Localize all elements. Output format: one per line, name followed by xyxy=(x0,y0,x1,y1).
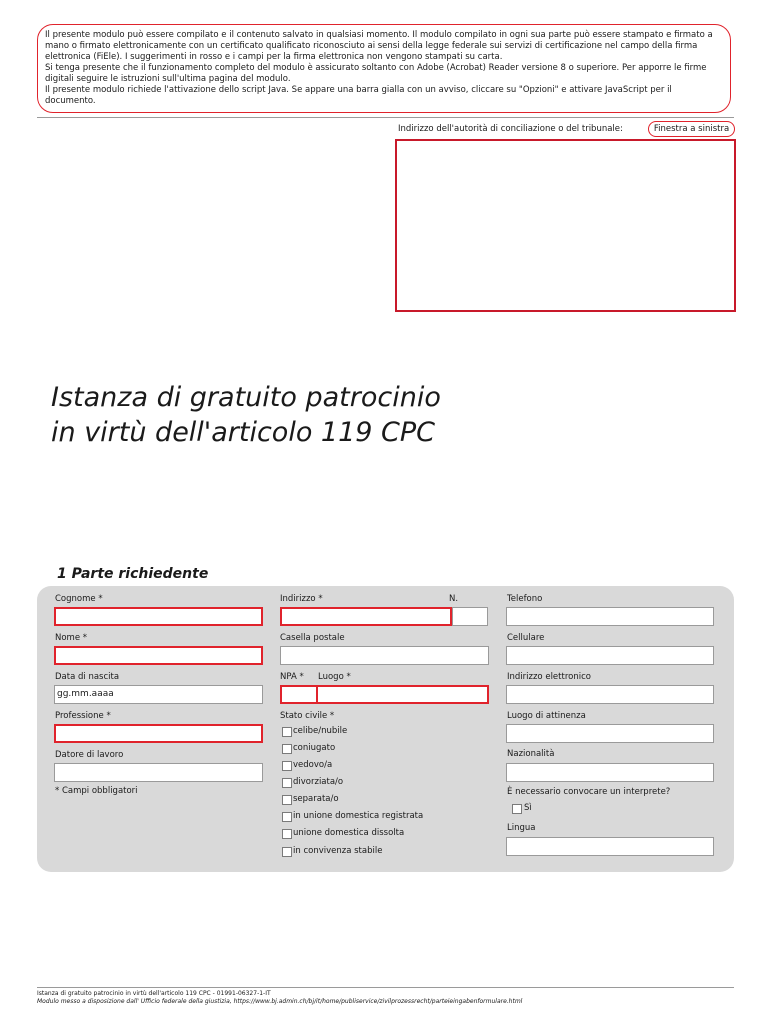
address-field[interactable] xyxy=(280,607,452,626)
civil-status-option-unione-registrata: in unione domestica registrata xyxy=(293,811,424,821)
surname-field[interactable] xyxy=(54,607,263,626)
civil-status-checkbox-vedovo[interactable] xyxy=(282,761,292,771)
civil-status-checkbox-separato[interactable] xyxy=(282,795,292,805)
place-of-origin-field[interactable] xyxy=(506,724,714,743)
employer-label: Datore di lavoro xyxy=(55,750,124,760)
po-box-field[interactable] xyxy=(280,646,489,665)
civil-status-label: Stato civile * xyxy=(280,711,335,721)
phone-label: Telefono xyxy=(507,594,543,604)
city-field[interactable] xyxy=(316,685,489,704)
civil-status-option-coniugato: coniugato xyxy=(293,743,336,753)
civil-status-option-separato: separata/o xyxy=(293,794,339,804)
email-label: Indirizzo elettronico xyxy=(507,672,591,682)
phone-field[interactable] xyxy=(506,607,714,626)
civil-status-option-celibe: celibe/nubile xyxy=(293,726,348,736)
nationality-label: Nazionalità xyxy=(507,749,555,759)
applicant-panel xyxy=(37,586,734,872)
notice-line-1: Il presente modulo può essere compilato e il contenuto salvato in qualsiasi momento. Il modulo compilato in ogni sua parte può essere stampato e firmato a mano o firmato elettronicamente con un certificato qualificato riconosciuto ai sensi della legge federale sui servizi di certificazione nel campo della firma elettronica (FiEle). I suggerimenti in rosso e i campi per la firma elettronica non vengono stampati su carta. xyxy=(45,30,713,62)
interpreter-yes-label: Sì xyxy=(524,803,532,813)
window-left-button[interactable]: Finestra a sinistra xyxy=(648,121,735,137)
surname-label: Cognome * xyxy=(55,594,103,604)
mobile-label: Cellulare xyxy=(507,633,545,643)
first-name-field[interactable] xyxy=(54,646,263,665)
section-title: 1 Parte richiedente xyxy=(57,566,209,582)
nationality-field[interactable] xyxy=(506,763,714,782)
postcode-field[interactable] xyxy=(280,685,318,704)
first-name-label: Nome * xyxy=(55,633,88,643)
civil-status-checkbox-coniugato[interactable] xyxy=(282,744,292,754)
civil-status-option-convivenza: in convivenza stabile xyxy=(293,846,383,856)
authority-address-label: Indirizzo dell'autorità di conciliazione o del tribunale: xyxy=(398,124,623,134)
notice-line-3: Il presente modulo richiede l'attivazione dello script Java. Se appare una barra gialla con un avviso, cliccare su "Opzioni" e attivare JavaScript per il documento. xyxy=(45,85,672,106)
interpreter-yes-checkbox[interactable] xyxy=(512,804,522,814)
required-fields-note: * Campi obbligatori xyxy=(55,786,138,796)
civil-status-checkbox-celibe[interactable] xyxy=(282,727,292,737)
interpreter-question: È necessario convocare un interprete? xyxy=(507,787,671,797)
civil-status-checkbox-unione-registrata[interactable] xyxy=(282,812,292,822)
header-divider xyxy=(37,117,734,118)
civil-status-checkbox-convivenza[interactable] xyxy=(282,847,292,857)
civil-status-option-unione-dissolta: unione domestica dissolta xyxy=(293,828,405,838)
house-number-field[interactable] xyxy=(452,607,488,626)
profession-field[interactable] xyxy=(54,724,263,743)
instructions-notice xyxy=(37,24,731,113)
birth-date-label: Data di nascita xyxy=(55,672,120,682)
place-of-origin-label: Luogo di attinenza xyxy=(507,711,586,721)
civil-status-option-vedovo: vedovo/a xyxy=(293,760,333,770)
postcode-label: NPA * xyxy=(280,672,304,682)
house-number-label: N. xyxy=(449,594,459,604)
employer-field[interactable] xyxy=(54,763,263,782)
po-box-label: Casella postale xyxy=(280,633,345,643)
civil-status-checkbox-divorziato[interactable] xyxy=(282,778,292,788)
form-title xyxy=(51,380,441,450)
email-field[interactable] xyxy=(506,685,714,704)
notice-line-2: Si tenga presente che il funzionamento completo del modulo è assicurato soltanto con Adobe (Acrobat) Reader versione 8 o superiore. Per apporre le firme digitali seguire le istruzioni sull'ultima pagina del modulo. xyxy=(45,63,707,84)
address-label: Indirizzo * xyxy=(280,594,323,604)
form-title-line-1: Istanza di gratuito patrocinio xyxy=(51,382,441,413)
form-title-line-2: in virtù dell'articolo 119 CPC xyxy=(51,417,436,448)
footer-form-id: Istanza di gratuito patrocinio in virtù dell'articolo 119 CPC - 01991-06327-1-IT xyxy=(37,990,271,997)
authority-address-field[interactable] xyxy=(395,139,736,312)
birth-date-field[interactable]: gg.mm.aaaa xyxy=(54,685,263,704)
city-label: Luogo * xyxy=(318,672,351,682)
language-field[interactable] xyxy=(506,837,714,856)
footer-source: Modulo messo a disposizione dall' Ufficio federale della giustizia, https://www.bj.admin.ch/bj/it/home/publiservice/zivilprozessrecht/parteieingabenformulare.html xyxy=(37,998,523,1005)
civil-status-checkbox-unione-dissolta[interactable] xyxy=(282,829,292,839)
mobile-field[interactable] xyxy=(506,646,714,665)
language-label: Lingua xyxy=(507,823,536,833)
civil-status-option-divorziato: divorziata/o xyxy=(293,777,344,787)
footer-divider xyxy=(37,987,734,988)
profession-label: Professione * xyxy=(55,711,111,721)
